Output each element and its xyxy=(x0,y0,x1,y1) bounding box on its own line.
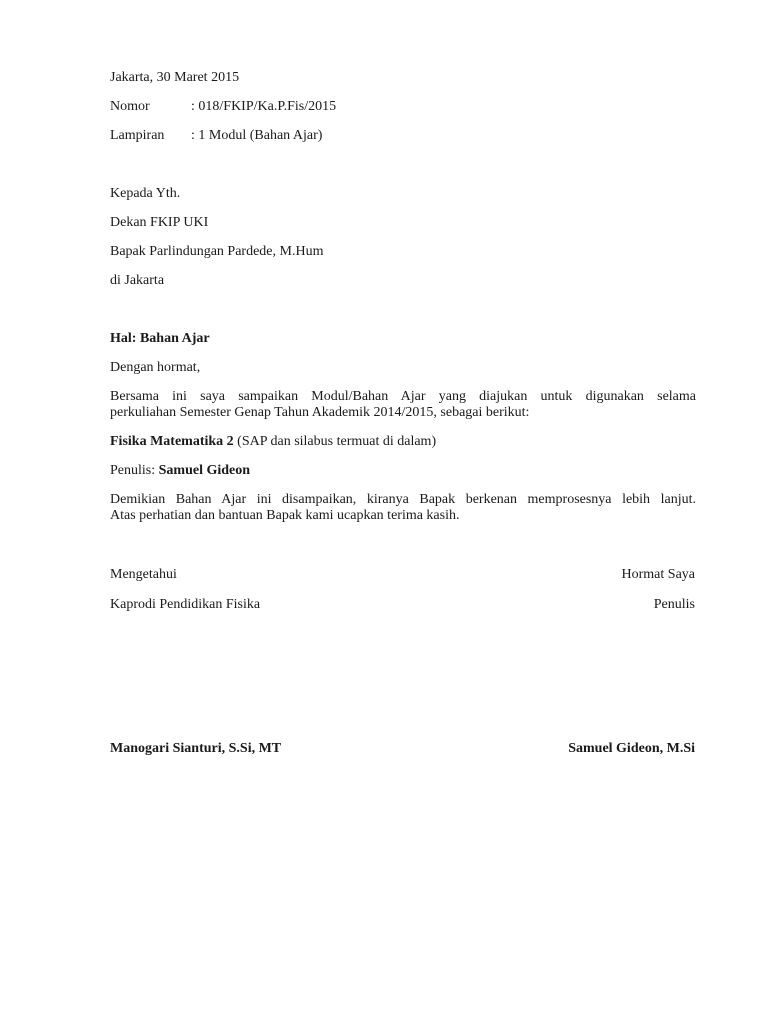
lampiran-row xyxy=(110,128,322,144)
left-signature-role: Kaprodi Pendidikan Fisika xyxy=(110,597,261,612)
nomor-value: : 018/FKIP/Ka.P.Fis/2015 xyxy=(191,99,337,114)
course-title: Fisika Matematika 2 xyxy=(110,434,234,449)
paragraph-1 xyxy=(110,389,696,421)
subject-line: Hal: Bahan Ajar xyxy=(110,331,210,346)
left-signature-heading: Mengetahui xyxy=(110,567,177,582)
paragraph-1-line-2: perkuliahan Semester Genap Tahun Akademik 2014/2015, sebagai berikut: xyxy=(110,405,530,420)
greeting: Dengan hormat, xyxy=(110,360,201,375)
paragraph-1-line-1: Bersama ini saya sampaikan Modul/Bahan Ajar yang diajukan untuk digunakan selama xyxy=(110,389,696,404)
closing-paragraph xyxy=(110,492,696,524)
author-name: Samuel Gideon xyxy=(158,463,251,478)
right-signature-heading: Hormat Saya xyxy=(621,567,695,582)
lampiran-label: Lampiran xyxy=(110,128,165,143)
course-row xyxy=(110,434,436,450)
right-signature-role: Penulis xyxy=(653,597,695,612)
left-signature-name: Manogari Sianturi, S.Si, MT xyxy=(110,741,282,756)
place-date: Jakarta, 30 Maret 2015 xyxy=(110,70,240,85)
nomor-label: Nomor xyxy=(110,99,150,114)
recipient-line-2: Bapak Parlindungan Pardede, M.Hum xyxy=(110,244,324,259)
closing-line-1: Demikian Bahan Ajar ini disampaikan, kiranya Bapak berkenan memprosesnya lebih lanjut. xyxy=(110,492,696,507)
recipient-salutation: Kepada Yth. xyxy=(110,186,181,201)
recipient-line-1: Dekan FKIP UKI xyxy=(110,215,209,230)
recipient-line-3: di Jakarta xyxy=(110,273,165,288)
nomor-row xyxy=(110,99,336,115)
author-row xyxy=(110,463,250,479)
course-note: (SAP dan silabus termuat di dalam) xyxy=(233,434,437,449)
lampiran-value: : 1 Modul (Bahan Ajar) xyxy=(191,128,323,143)
closing-line-2: Atas perhatian dan bantuan Bapak kami ucapkan terima kasih. xyxy=(110,508,460,523)
right-signature-name: Samuel Gideon, M.Si xyxy=(568,741,695,756)
author-label: Penulis: xyxy=(110,463,159,478)
